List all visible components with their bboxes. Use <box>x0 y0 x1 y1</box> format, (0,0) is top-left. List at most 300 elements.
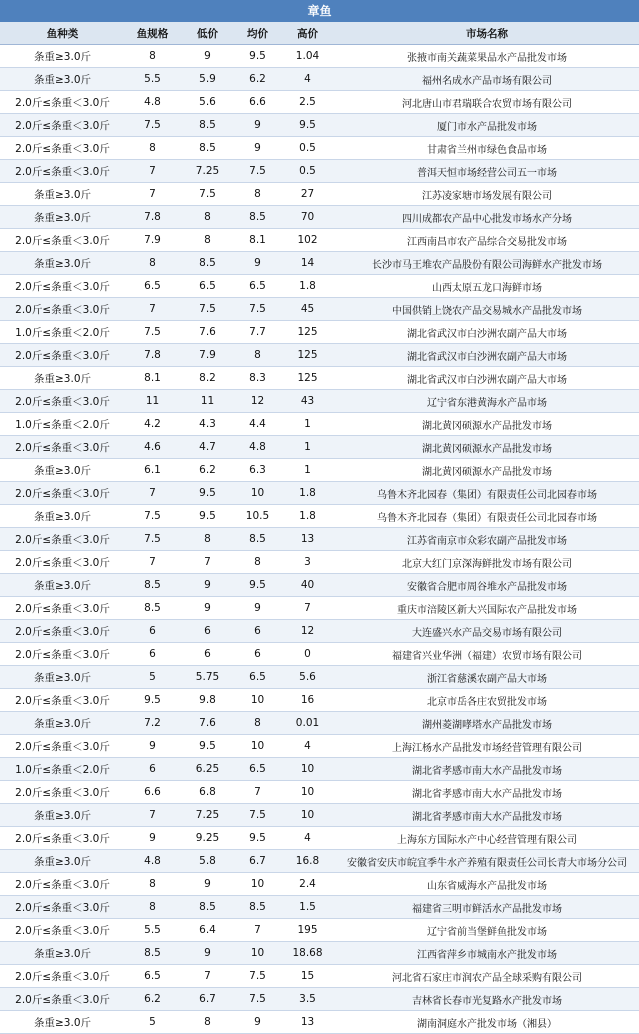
market-name-cell: 山东省威海水产品批发市场 <box>335 873 639 896</box>
low-price-cell: 5.9 <box>180 68 235 91</box>
fish-type-cell: 2.0斤≤条重＜3.0斤 <box>0 275 125 298</box>
table-row <box>0 413 639 436</box>
high-price-cell: 43 <box>280 390 335 413</box>
market-name-cell: 福州名成水产品市场有限公司 <box>335 68 639 91</box>
avg-price-cell: 8.5 <box>235 896 280 919</box>
high-price-cell: 195 <box>280 919 335 942</box>
fish-size-cell: 4.6 <box>125 436 180 459</box>
low-price-cell: 7.25 <box>180 804 235 827</box>
high-price-cell: 9.5 <box>280 114 335 137</box>
market-name-cell: 北京大红门京深海鲜批发市场有限公司 <box>335 551 639 574</box>
low-price-cell: 8.5 <box>180 896 235 919</box>
market-name-cell: 湖北省孝感市南大水产品批发市场 <box>335 758 639 781</box>
market-name-cell: 山西太原五龙口海鲜市场 <box>335 275 639 298</box>
low-price-cell: 9.5 <box>180 482 235 505</box>
low-price-cell: 9.5 <box>180 505 235 528</box>
market-name-cell: 江苏凌家塘市场发展有限公司 <box>335 183 639 206</box>
fish-size-cell: 8 <box>125 252 180 275</box>
low-price-cell: 8.2 <box>180 367 235 390</box>
avg-price-cell: 6.6 <box>235 91 280 114</box>
high-price-cell: 125 <box>280 367 335 390</box>
fish-size-cell: 8.1 <box>125 367 180 390</box>
avg-price-cell: 8 <box>235 712 280 735</box>
high-price-cell: 12 <box>280 620 335 643</box>
avg-price-cell: 7.5 <box>235 988 280 1011</box>
fish-size-cell: 5 <box>125 1011 180 1034</box>
fish-size-cell: 7 <box>125 804 180 827</box>
high-price-cell: 16.8 <box>280 850 335 873</box>
fish-size-cell: 8 <box>125 45 180 68</box>
table-row <box>0 183 639 206</box>
fish-type-cell: 条重≥3.0斤 <box>0 574 125 597</box>
market-name-cell: 辽宁省前当堡鲜鱼批发市场 <box>335 919 639 942</box>
market-name-cell: 中国供销上饶农产品交易城水产品批发市场 <box>335 298 639 321</box>
market-name-cell: 北京市岳各庄农贸批发市场 <box>335 689 639 712</box>
low-price-cell: 7.6 <box>180 712 235 735</box>
fish-type-cell: 2.0斤≤条重＜3.0斤 <box>0 827 125 850</box>
fish-type-cell: 2.0斤≤条重＜3.0斤 <box>0 344 125 367</box>
avg-price-cell: 7.7 <box>235 321 280 344</box>
fish-type-cell: 条重≥3.0斤 <box>0 850 125 873</box>
market-name-cell: 湖北黄冈硕源水产品批发市场 <box>335 413 639 436</box>
fish-size-cell: 8.5 <box>125 597 180 620</box>
low-price-cell: 9 <box>180 942 235 965</box>
fish-size-cell: 5 <box>125 666 180 689</box>
table-row <box>0 1011 639 1034</box>
fish-size-cell: 6 <box>125 620 180 643</box>
fish-type-cell: 条重≥3.0斤 <box>0 206 125 229</box>
fish-type-cell: 条重≥3.0斤 <box>0 68 125 91</box>
fish-type-cell: 条重≥3.0斤 <box>0 45 125 68</box>
low-price-cell: 9.25 <box>180 827 235 850</box>
fish-size-cell: 7.5 <box>125 321 180 344</box>
fish-size-cell: 7.8 <box>125 206 180 229</box>
low-price-cell: 9 <box>180 873 235 896</box>
table-row <box>0 689 639 712</box>
table-row <box>0 873 639 896</box>
market-name-cell: 乌鲁木齐北园春（集团）有限责任公司北园春市场 <box>335 482 639 505</box>
table-row <box>0 620 639 643</box>
fish-type-cell: 条重≥3.0斤 <box>0 367 125 390</box>
fish-size-cell: 7 <box>125 298 180 321</box>
market-name-cell: 福建省兴业华洲（福建）农贸市场有限公司 <box>335 643 639 666</box>
avg-price-cell: 6.7 <box>235 850 280 873</box>
fish-type-cell: 2.0斤≤条重＜3.0斤 <box>0 597 125 620</box>
market-name-cell: 浙江省慈溪农副产品大市场 <box>335 666 639 689</box>
fish-size-cell: 6 <box>125 758 180 781</box>
avg-price-cell: 7 <box>235 781 280 804</box>
avg-price-cell: 9.5 <box>235 574 280 597</box>
market-name-cell: 湖南洞庭水产批发市场（湘县） <box>335 1011 639 1034</box>
low-price-cell: 5.8 <box>180 850 235 873</box>
table-title: 章鱼 <box>0 0 639 22</box>
table-row <box>0 321 639 344</box>
fish-type-cell: 2.0斤≤条重＜3.0斤 <box>0 528 125 551</box>
avg-price-cell: 12 <box>235 390 280 413</box>
table-row <box>0 137 639 160</box>
table-row <box>0 436 639 459</box>
fish-size-cell: 7 <box>125 551 180 574</box>
low-price-cell: 8 <box>180 528 235 551</box>
high-price-cell: 0 <box>280 643 335 666</box>
fish-size-cell: 6.2 <box>125 988 180 1011</box>
header-high-price: 高价 <box>280 22 335 45</box>
high-price-cell: 1.8 <box>280 482 335 505</box>
low-price-cell: 6 <box>180 643 235 666</box>
high-price-cell: 4 <box>280 827 335 850</box>
table-row <box>0 252 639 275</box>
fish-size-cell: 7.2 <box>125 712 180 735</box>
low-price-cell: 6 <box>180 620 235 643</box>
fish-size-cell: 7 <box>125 183 180 206</box>
low-price-cell: 6.4 <box>180 919 235 942</box>
high-price-cell: 70 <box>280 206 335 229</box>
fish-size-cell: 9 <box>125 735 180 758</box>
fish-size-cell: 6 <box>125 643 180 666</box>
fish-size-cell: 9 <box>125 827 180 850</box>
table-row <box>0 551 639 574</box>
table-row <box>0 827 639 850</box>
high-price-cell: 3 <box>280 551 335 574</box>
fish-size-cell: 8 <box>125 896 180 919</box>
low-price-cell: 7.5 <box>180 183 235 206</box>
market-name-cell: 长沙市马王堆农产品股份有限公司海鲜水产批发市场 <box>335 252 639 275</box>
market-name-cell: 普洱天恒市场经营公司五一市场 <box>335 160 639 183</box>
low-price-cell: 5.75 <box>180 666 235 689</box>
avg-price-cell: 9 <box>235 252 280 275</box>
low-price-cell: 9 <box>180 574 235 597</box>
market-name-cell: 江西南昌市农产品综合交易批发市场 <box>335 229 639 252</box>
table-row <box>0 850 639 873</box>
fish-type-cell: 1.0斤≤条重＜2.0斤 <box>0 413 125 436</box>
fish-type-cell: 条重≥3.0斤 <box>0 1011 125 1034</box>
low-price-cell: 9.5 <box>180 735 235 758</box>
high-price-cell: 102 <box>280 229 335 252</box>
low-price-cell: 8.5 <box>180 137 235 160</box>
low-price-cell: 7.5 <box>180 298 235 321</box>
fish-type-cell: 2.0斤≤条重＜3.0斤 <box>0 551 125 574</box>
high-price-cell: 13 <box>280 528 335 551</box>
table-row <box>0 735 639 758</box>
high-price-cell: 2.4 <box>280 873 335 896</box>
table-row <box>0 643 639 666</box>
market-name-cell: 张掖市南关蔬菜果品水产品批发市场 <box>335 45 639 68</box>
fish-size-cell: 7.8 <box>125 344 180 367</box>
high-price-cell: 0.5 <box>280 137 335 160</box>
fish-type-cell: 2.0斤≤条重＜3.0斤 <box>0 965 125 988</box>
table-row <box>0 344 639 367</box>
fish-size-cell: 8.5 <box>125 942 180 965</box>
table-row <box>0 574 639 597</box>
avg-price-cell: 7.5 <box>235 804 280 827</box>
market-name-cell: 湖北黄冈硕源水产品批发市场 <box>335 436 639 459</box>
market-name-cell: 湖北省武汉市白沙洲农副产品大市场 <box>335 344 639 367</box>
fish-size-cell: 7 <box>125 160 180 183</box>
fish-type-cell: 2.0斤≤条重＜3.0斤 <box>0 91 125 114</box>
high-price-cell: 1.04 <box>280 45 335 68</box>
high-price-cell: 14 <box>280 252 335 275</box>
high-price-cell: 4 <box>280 735 335 758</box>
avg-price-cell: 9 <box>235 137 280 160</box>
low-price-cell: 11 <box>180 390 235 413</box>
table-row <box>0 114 639 137</box>
low-price-cell: 9.8 <box>180 689 235 712</box>
high-price-cell: 1 <box>280 459 335 482</box>
fish-type-cell: 2.0斤≤条重＜3.0斤 <box>0 781 125 804</box>
high-price-cell: 15 <box>280 965 335 988</box>
header-fish-type: 鱼种类 <box>0 22 125 45</box>
high-price-cell: 125 <box>280 321 335 344</box>
fish-size-cell: 8.5 <box>125 574 180 597</box>
market-name-cell: 湖北黄冈硕源水产品批发市场 <box>335 459 639 482</box>
fish-size-cell: 7.5 <box>125 114 180 137</box>
avg-price-cell: 8.5 <box>235 206 280 229</box>
avg-price-cell: 4.8 <box>235 436 280 459</box>
market-name-cell: 福建省三明市鲜活水产品批发市场 <box>335 896 639 919</box>
table-row <box>0 45 639 68</box>
high-price-cell: 27 <box>280 183 335 206</box>
high-price-cell: 4 <box>280 68 335 91</box>
table-row <box>0 482 639 505</box>
high-price-cell: 10 <box>280 781 335 804</box>
high-price-cell: 7 <box>280 597 335 620</box>
low-price-cell: 4.7 <box>180 436 235 459</box>
avg-price-cell: 7.5 <box>235 298 280 321</box>
fish-size-cell: 8 <box>125 137 180 160</box>
avg-price-cell: 10 <box>235 482 280 505</box>
high-price-cell: 5.6 <box>280 666 335 689</box>
avg-price-cell: 8.5 <box>235 528 280 551</box>
market-name-cell: 重庆市涪陵区新大兴国际农产品批发市场 <box>335 597 639 620</box>
table-row <box>0 919 639 942</box>
avg-price-cell: 6 <box>235 620 280 643</box>
avg-price-cell: 7.5 <box>235 160 280 183</box>
low-price-cell: 7.25 <box>180 160 235 183</box>
avg-price-cell: 9 <box>235 1011 280 1034</box>
avg-price-cell: 6.5 <box>235 666 280 689</box>
low-price-cell: 9 <box>180 45 235 68</box>
fish-type-cell: 2.0斤≤条重＜3.0斤 <box>0 988 125 1011</box>
avg-price-cell: 8 <box>235 551 280 574</box>
fish-size-cell: 5.5 <box>125 919 180 942</box>
avg-price-cell: 8 <box>235 344 280 367</box>
avg-price-cell: 6.2 <box>235 68 280 91</box>
fish-type-cell: 2.0斤≤条重＜3.0斤 <box>0 482 125 505</box>
fish-type-cell: 条重≥3.0斤 <box>0 183 125 206</box>
market-name-cell: 四川成都农产品中心批发市场水产分场 <box>335 206 639 229</box>
fish-type-cell: 2.0斤≤条重＜3.0斤 <box>0 160 125 183</box>
low-price-cell: 5.6 <box>180 91 235 114</box>
avg-price-cell: 7.5 <box>235 965 280 988</box>
low-price-cell: 6.7 <box>180 988 235 1011</box>
avg-price-cell: 9 <box>235 114 280 137</box>
fish-type-cell: 条重≥3.0斤 <box>0 712 125 735</box>
avg-price-cell: 10 <box>235 689 280 712</box>
fish-type-cell: 2.0斤≤条重＜3.0斤 <box>0 643 125 666</box>
high-price-cell: 13 <box>280 1011 335 1034</box>
market-name-cell: 辽宁省东港黄海水产品市场 <box>335 390 639 413</box>
low-price-cell: 7 <box>180 551 235 574</box>
market-name-cell: 江苏省南京市众彩农副产品批发市场 <box>335 528 639 551</box>
low-price-cell: 7 <box>180 965 235 988</box>
fish-size-cell: 4.8 <box>125 91 180 114</box>
low-price-cell: 9 <box>180 597 235 620</box>
fish-type-cell: 条重≥3.0斤 <box>0 505 125 528</box>
high-price-cell: 16 <box>280 689 335 712</box>
fish-size-cell: 6.6 <box>125 781 180 804</box>
fish-type-cell: 2.0斤≤条重＜3.0斤 <box>0 919 125 942</box>
market-name-cell: 上海东方国际水产中心经营管理有限公司 <box>335 827 639 850</box>
fish-size-cell: 9.5 <box>125 689 180 712</box>
avg-price-cell: 4.4 <box>235 413 280 436</box>
fish-type-cell: 条重≥3.0斤 <box>0 804 125 827</box>
low-price-cell: 6.8 <box>180 781 235 804</box>
high-price-cell: 45 <box>280 298 335 321</box>
low-price-cell: 8 <box>180 229 235 252</box>
fish-type-cell: 2.0斤≤条重＜3.0斤 <box>0 114 125 137</box>
avg-price-cell: 10 <box>235 735 280 758</box>
table-row <box>0 160 639 183</box>
high-price-cell: 1 <box>280 436 335 459</box>
table-row <box>0 390 639 413</box>
fish-size-cell: 7.5 <box>125 528 180 551</box>
table-row <box>0 91 639 114</box>
table-row <box>0 505 639 528</box>
high-price-cell: 18.68 <box>280 942 335 965</box>
high-price-cell: 0.5 <box>280 160 335 183</box>
avg-price-cell: 10 <box>235 873 280 896</box>
fish-size-cell: 6.5 <box>125 965 180 988</box>
table-row <box>0 528 639 551</box>
table-row <box>0 367 639 390</box>
table-row <box>0 275 639 298</box>
market-name-cell: 湖北省孝感市南大水产品批发市场 <box>335 804 639 827</box>
high-price-cell: 3.5 <box>280 988 335 1011</box>
fish-size-cell: 5.5 <box>125 68 180 91</box>
fish-type-cell: 2.0斤≤条重＜3.0斤 <box>0 229 125 252</box>
fish-type-cell: 1.0斤≤条重＜2.0斤 <box>0 321 125 344</box>
fish-size-cell: 6.5 <box>125 275 180 298</box>
high-price-cell: 10 <box>280 804 335 827</box>
fish-size-cell: 7.5 <box>125 505 180 528</box>
table-row <box>0 712 639 735</box>
high-price-cell: 2.5 <box>280 91 335 114</box>
table-row <box>0 988 639 1011</box>
high-price-cell: 1.8 <box>280 275 335 298</box>
avg-price-cell: 9.5 <box>235 827 280 850</box>
market-name-cell: 安徽省合肥市周谷堆水产品批发市场 <box>335 574 639 597</box>
market-name-cell: 江西省萍乡市城南水产批发市场 <box>335 942 639 965</box>
fish-type-cell: 1.0斤≤条重＜2.0斤 <box>0 758 125 781</box>
low-price-cell: 7.9 <box>180 344 235 367</box>
market-name-cell: 湖北省武汉市白沙洲农副产品大市场 <box>335 367 639 390</box>
high-price-cell: 40 <box>280 574 335 597</box>
low-price-cell: 7.6 <box>180 321 235 344</box>
fish-type-cell: 2.0斤≤条重＜3.0斤 <box>0 620 125 643</box>
high-price-cell: 125 <box>280 344 335 367</box>
header-avg-price: 均价 <box>235 22 280 45</box>
fish-type-cell: 2.0斤≤条重＜3.0斤 <box>0 689 125 712</box>
market-name-cell: 安徽省安庆市皖宜季牛水产养殖有限责任公司长青大市场分公司 <box>335 850 639 873</box>
header-row <box>0 22 639 45</box>
table-row <box>0 781 639 804</box>
fish-size-cell: 11 <box>125 390 180 413</box>
table-row <box>0 965 639 988</box>
fish-type-cell: 2.0斤≤条重＜3.0斤 <box>0 735 125 758</box>
market-name-cell: 上海江杨水产品批发市场经营管理有限公司 <box>335 735 639 758</box>
low-price-cell: 6.25 <box>180 758 235 781</box>
market-name-cell: 厦门市水产品批发市场 <box>335 114 639 137</box>
low-price-cell: 4.3 <box>180 413 235 436</box>
market-name-cell: 甘肃省兰州市绿色食品市场 <box>335 137 639 160</box>
market-name-cell: 乌鲁木齐北园春（集团）有限责任公司北园春市场 <box>335 505 639 528</box>
table-row <box>0 666 639 689</box>
fish-size-cell: 4.8 <box>125 850 180 873</box>
high-price-cell: 0.01 <box>280 712 335 735</box>
avg-price-cell: 6.5 <box>235 758 280 781</box>
avg-price-cell: 6 <box>235 643 280 666</box>
low-price-cell: 8 <box>180 206 235 229</box>
table-row <box>0 298 639 321</box>
header-low-price: 低价 <box>180 22 235 45</box>
high-price-cell: 1 <box>280 413 335 436</box>
table-body <box>0 45 639 1034</box>
market-name-cell: 湖北省孝感市南大水产品批发市场 <box>335 781 639 804</box>
avg-price-cell: 8 <box>235 183 280 206</box>
price-table <box>0 22 639 1034</box>
table-row <box>0 804 639 827</box>
avg-price-cell: 10 <box>235 942 280 965</box>
avg-price-cell: 8.1 <box>235 229 280 252</box>
market-name-cell: 河北省石家庄市润农产品全球采购有限公司 <box>335 965 639 988</box>
table-row <box>0 206 639 229</box>
high-price-cell: 1.5 <box>280 896 335 919</box>
table-row <box>0 942 639 965</box>
avg-price-cell: 6.3 <box>235 459 280 482</box>
fish-type-cell: 2.0斤≤条重＜3.0斤 <box>0 873 125 896</box>
table-row <box>0 597 639 620</box>
fish-size-cell: 8 <box>125 873 180 896</box>
table-row <box>0 459 639 482</box>
high-price-cell: 10 <box>280 758 335 781</box>
table-row <box>0 758 639 781</box>
fish-type-cell: 条重≥3.0斤 <box>0 459 125 482</box>
fish-type-cell: 2.0斤≤条重＜3.0斤 <box>0 436 125 459</box>
fish-type-cell: 条重≥3.0斤 <box>0 942 125 965</box>
table-row <box>0 68 639 91</box>
fish-size-cell: 7 <box>125 482 180 505</box>
fish-type-cell: 条重≥3.0斤 <box>0 666 125 689</box>
market-name-cell: 河北唐山市君瑞联合农贸市场有限公司 <box>335 91 639 114</box>
low-price-cell: 6.5 <box>180 275 235 298</box>
header-market-name: 市场名称 <box>335 22 639 45</box>
low-price-cell: 8 <box>180 1011 235 1034</box>
market-name-cell: 湖州菱湖哮塔水产品批发市场 <box>335 712 639 735</box>
market-name-cell: 大连盛兴水产品交易市场有限公司 <box>335 620 639 643</box>
fish-size-cell: 7.9 <box>125 229 180 252</box>
fish-size-cell: 4.2 <box>125 413 180 436</box>
avg-price-cell: 6.5 <box>235 275 280 298</box>
avg-price-cell: 9.5 <box>235 45 280 68</box>
low-price-cell: 8.5 <box>180 252 235 275</box>
low-price-cell: 6.2 <box>180 459 235 482</box>
fish-type-cell: 2.0斤≤条重＜3.0斤 <box>0 896 125 919</box>
fish-type-cell: 2.0斤≤条重＜3.0斤 <box>0 390 125 413</box>
market-name-cell: 吉林省长春市光复路水产批发市场 <box>335 988 639 1011</box>
avg-price-cell: 10.5 <box>235 505 280 528</box>
market-name-cell: 湖北省武汉市白沙洲农副产品大市场 <box>335 321 639 344</box>
fish-type-cell: 2.0斤≤条重＜3.0斤 <box>0 137 125 160</box>
